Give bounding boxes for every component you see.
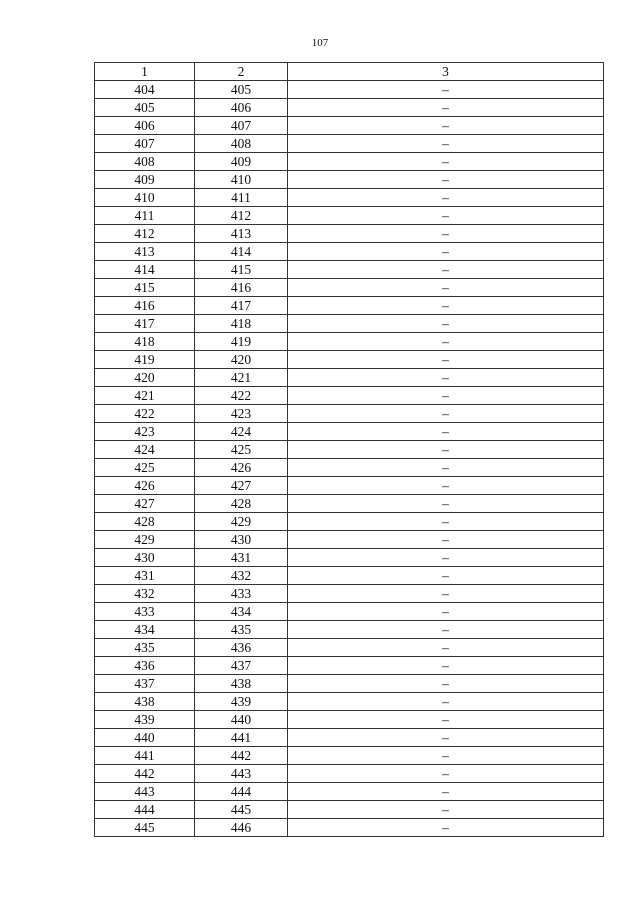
table-row [95,495,604,513]
table-row [95,297,604,315]
table-row [95,81,604,99]
table-cell-col-1: 409 [95,171,195,189]
table-row [95,711,604,729]
table-cell-col-1: 405 [95,99,195,117]
table-cell-col-3: – [288,801,604,819]
table-row [95,459,604,477]
table-row [95,153,604,171]
table-cell-col-2: 409 [195,153,288,171]
table-row [95,207,604,225]
table-cell-col-1: 423 [95,423,195,441]
table-row [95,441,604,459]
column-header-2: 2 [195,63,288,81]
table-row [95,765,604,783]
table-cell-col-2: 443 [195,765,288,783]
table-cell-col-3: – [288,567,604,585]
column-header-1: 1 [95,63,195,81]
table-row [95,675,604,693]
table-cell-col-2: 415 [195,261,288,279]
table-cell-col-2: 405 [195,81,288,99]
table-cell-col-2: 416 [195,279,288,297]
table-cell-col-3: – [288,423,604,441]
table-row [95,279,604,297]
table-cell-col-2: 408 [195,135,288,153]
table-cell-col-3: – [288,279,604,297]
table-row [95,243,604,261]
table-cell-col-1: 425 [95,459,195,477]
table-cell-col-3: – [288,135,604,153]
table-cell-col-1: 433 [95,603,195,621]
table-cell-col-1: 440 [95,729,195,747]
table-cell-col-2: 429 [195,513,288,531]
table-cell-col-1: 411 [95,207,195,225]
table-cell-col-1: 434 [95,621,195,639]
table-cell-col-3: – [288,765,604,783]
table-cell-col-1: 404 [95,81,195,99]
table-row [95,729,604,747]
table-cell-col-2: 436 [195,639,288,657]
table-cell-col-3: – [288,261,604,279]
table-cell-col-1: 420 [95,369,195,387]
table-cell-col-1: 430 [95,549,195,567]
table-cell-col-3: – [288,783,604,801]
table-cell-col-2: 445 [195,801,288,819]
table-cell-col-1: 427 [95,495,195,513]
table-cell-col-1: 444 [95,801,195,819]
table-row [95,657,604,675]
table-header-row [95,63,604,81]
table-cell-col-2: 440 [195,711,288,729]
table-row [95,747,604,765]
table-cell-col-2: 426 [195,459,288,477]
table-row [95,693,604,711]
table-cell-col-2: 423 [195,405,288,423]
table-cell-col-2: 406 [195,99,288,117]
table-row [95,783,604,801]
table-row [95,549,604,567]
table-row [95,117,604,135]
table-cell-col-1: 437 [95,675,195,693]
table-cell-col-2: 444 [195,783,288,801]
table-row [95,333,604,351]
table-cell-col-2: 435 [195,621,288,639]
table-cell-col-2: 419 [195,333,288,351]
table-cell-col-3: – [288,405,604,423]
table-cell-col-3: – [288,351,604,369]
table-cell-col-3: – [288,207,604,225]
table-cell-col-1: 415 [95,279,195,297]
table-row [95,513,604,531]
table-cell-col-1: 412 [95,225,195,243]
table-cell-col-3: – [288,657,604,675]
table-cell-col-3: – [288,675,604,693]
table-cell-col-1: 406 [95,117,195,135]
table-cell-col-3: – [288,99,604,117]
table-cell-col-2: 425 [195,441,288,459]
table-cell-col-2: 411 [195,189,288,207]
table-cell-col-1: 408 [95,153,195,171]
table-cell-col-3: – [288,531,604,549]
table-cell-col-1: 419 [95,351,195,369]
table-cell-col-1: 432 [95,585,195,603]
table-row [95,135,604,153]
table-cell-col-2: 438 [195,675,288,693]
table-cell-col-2: 417 [195,297,288,315]
table-cell-col-3: – [288,81,604,99]
table-row [95,189,604,207]
table-cell-col-1: 445 [95,819,195,837]
table-cell-col-3: – [288,729,604,747]
table-cell-col-3: – [288,513,604,531]
table-cell-col-3: – [288,297,604,315]
table-cell-col-3: – [288,243,604,261]
table-cell-col-3: – [288,639,604,657]
table-cell-col-2: 418 [195,315,288,333]
table-cell-col-2: 433 [195,585,288,603]
table-cell-col-1: 435 [95,639,195,657]
table-row [95,819,604,837]
table-row [95,567,604,585]
table-row [95,603,604,621]
table-cell-col-3: – [288,711,604,729]
table-row [95,585,604,603]
table-cell-col-1: 439 [95,711,195,729]
table-cell-col-3: – [288,189,604,207]
table-cell-col-3: – [288,585,604,603]
table-cell-col-1: 438 [95,693,195,711]
table-cell-col-1: 424 [95,441,195,459]
table-row [95,351,604,369]
table-cell-col-2: 432 [195,567,288,585]
table-cell-col-1: 421 [95,387,195,405]
table-cell-col-1: 413 [95,243,195,261]
table-row [95,369,604,387]
table-cell-col-3: – [288,153,604,171]
table-cell-col-2: 431 [195,549,288,567]
table-cell-col-2: 424 [195,423,288,441]
table-cell-col-3: – [288,549,604,567]
table-row [95,99,604,117]
table-cell-col-2: 422 [195,387,288,405]
table-cell-col-2: 441 [195,729,288,747]
table-cell-col-2: 427 [195,477,288,495]
table-cell-col-3: – [288,621,604,639]
table-cell-col-3: – [288,603,604,621]
table-cell-col-2: 437 [195,657,288,675]
table-cell-col-1: 418 [95,333,195,351]
table-cell-col-3: – [288,171,604,189]
table-cell-col-3: – [288,369,604,387]
table-cell-col-1: 431 [95,567,195,585]
table-cell-col-1: 417 [95,315,195,333]
table-cell-col-3: – [288,117,604,135]
table-cell-col-3: – [288,333,604,351]
table-row [95,639,604,657]
table-row [95,423,604,441]
table-row [95,531,604,549]
table-cell-col-2: 442 [195,747,288,765]
table-cell-col-2: 414 [195,243,288,261]
table-cell-col-2: 421 [195,369,288,387]
table-cell-col-1: 422 [95,405,195,423]
table-cell-col-3: – [288,459,604,477]
table-cell-col-1: 442 [95,765,195,783]
table-cell-col-1: 407 [95,135,195,153]
table-row [95,621,604,639]
table-cell-col-2: 407 [195,117,288,135]
table-row [95,261,604,279]
table-cell-col-2: 410 [195,171,288,189]
table-cell-col-1: 414 [95,261,195,279]
table-cell-col-3: – [288,387,604,405]
table-cell-col-3: – [288,819,604,837]
table-body [95,81,604,837]
table-cell-col-3: – [288,225,604,243]
table-cell-col-2: 413 [195,225,288,243]
table-cell-col-3: – [288,441,604,459]
table-cell-col-2: 412 [195,207,288,225]
data-table [94,62,604,837]
column-header-3: 3 [288,63,604,81]
table-cell-col-1: 428 [95,513,195,531]
table-row [95,801,604,819]
table-cell-col-1: 441 [95,747,195,765]
page-number: 107 [311,37,329,49]
table-cell-col-3: – [288,747,604,765]
table-row [95,171,604,189]
table-row [95,387,604,405]
table-cell-col-1: 429 [95,531,195,549]
table-cell-col-3: – [288,477,604,495]
table-cell-col-2: 434 [195,603,288,621]
table-cell-col-1: 416 [95,297,195,315]
table-row [95,225,604,243]
table-cell-col-1: 410 [95,189,195,207]
table-cell-col-2: 430 [195,531,288,549]
table-cell-col-1: 436 [95,657,195,675]
table-row [95,315,604,333]
table-cell-col-3: – [288,495,604,513]
table-cell-col-2: 439 [195,693,288,711]
table-cell-col-2: 428 [195,495,288,513]
table-cell-col-2: 420 [195,351,288,369]
table-row [95,405,604,423]
table-cell-col-3: – [288,693,604,711]
table-row [95,477,604,495]
table-cell-col-1: 426 [95,477,195,495]
table-cell-col-1: 443 [95,783,195,801]
table-cell-col-2: 446 [195,819,288,837]
table-cell-col-3: – [288,315,604,333]
